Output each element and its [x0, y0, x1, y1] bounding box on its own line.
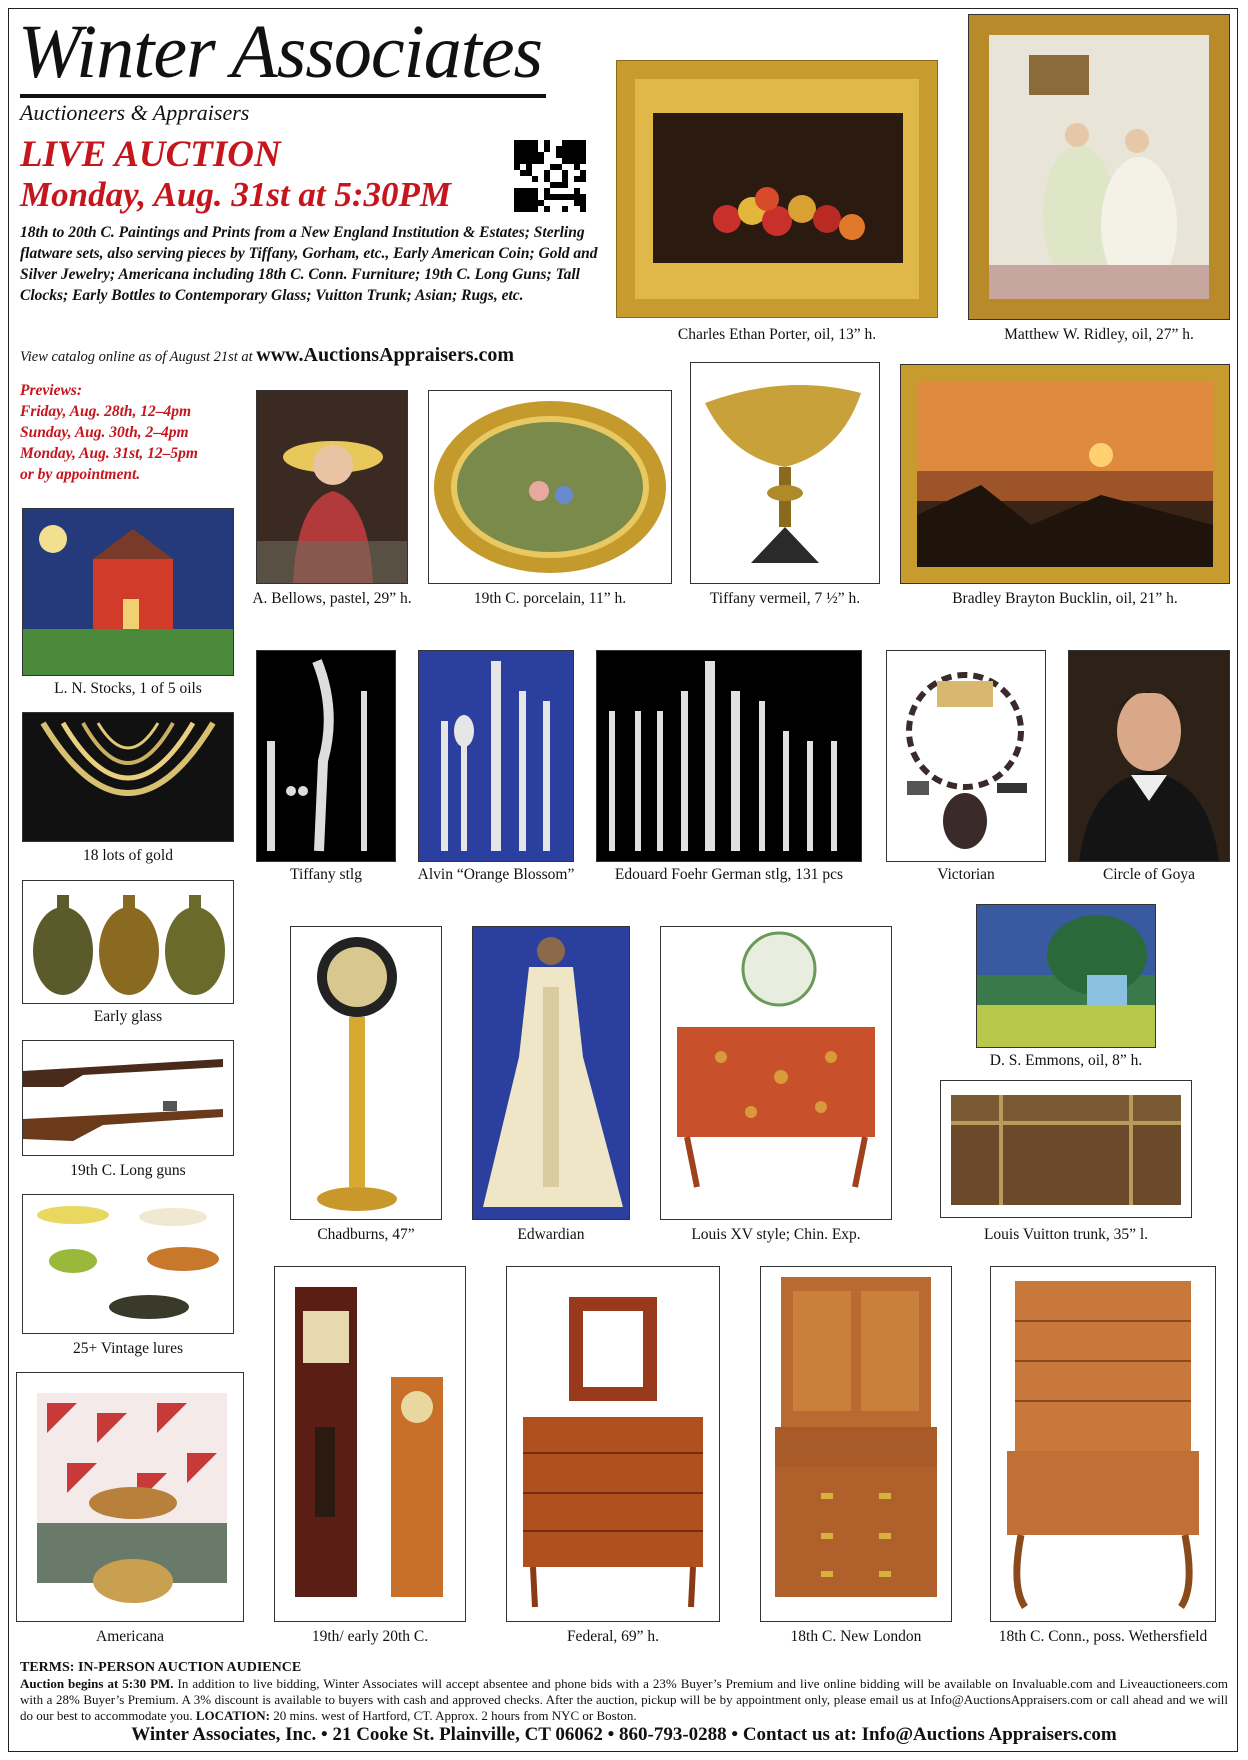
- federal-caption: Federal, 69” h.: [566, 1628, 660, 1645]
- catalog-prefix: View catalog online as of August 21st at: [20, 349, 253, 365]
- preview-line: or by appointment.: [20, 466, 141, 483]
- foehr-silver-image: [596, 650, 862, 862]
- location-label: LOCATION:: [195, 1708, 270, 1723]
- live-auction-heading: LIVE AUCTION: [20, 134, 281, 175]
- vermeil-image: [690, 362, 880, 584]
- victorian-jewelry-image: [886, 650, 1046, 862]
- clocks-caption: 19th/ early 20th C.: [311, 1628, 429, 1645]
- alvin-silver-image: [418, 650, 574, 862]
- bellows-pastel-image: [256, 390, 408, 584]
- foehr-caption: Edouard Foehr German stlg, 131 pcs: [614, 866, 844, 883]
- gold-caption: 18 lots of gold: [83, 847, 173, 864]
- terms-lead: Auction begins at 5:30 PM.: [20, 1676, 174, 1691]
- goya-portrait-image: [1068, 650, 1230, 862]
- bellows-caption: A. Bellows, pastel, 29” h.: [252, 590, 412, 607]
- goya-caption: Circle of Goya: [1102, 866, 1196, 883]
- louis-xv-caption: Louis XV style; Chin. Exp.: [691, 1226, 861, 1243]
- chadburns-image: [290, 926, 442, 1220]
- tiffany-stlg-image: [256, 650, 396, 862]
- bucklin-painting-image: [900, 364, 1230, 584]
- terms-text: In addition to live bidding, Winter Associates will accept absentee and phone bids with a 23% Buyer’s Premium and live online bidding will be available on Invaluable.com and Liveauctioneers.com with a 28% Buyer’s Premium. A 3% discount is available to buyers with cash and approved checks. After the auction, pickup will be by appointment only, please email us at Info@AuctionsAppraisers.com or call ahead and we will do our best to accommodate you.: [20, 1676, 1228, 1723]
- footer-contact: Winter Associates, Inc. • 21 Cooke St. Plainville, CT 06062 • 860-793-0288 • Contact us at: Info@Auctions Appraisers.com: [131, 1724, 1117, 1745]
- porter-caption: Charles Ethan Porter, oil, 13” h.: [677, 326, 877, 343]
- new-london-secretary-image: [760, 1266, 952, 1622]
- emmons-caption: D. S. Emmons, oil, 8” h.: [989, 1052, 1143, 1069]
- victorian-caption: Victorian: [937, 866, 995, 883]
- auction-description: 18th to 20th C. Paintings and Prints from a New England Institution & Estates; Sterling flatware sets, also serving pieces by Tiffany, Gorham, etc., Early American Coin; Gold and Silver Jewelry; Americana including 18th C. Conn. Furniture; 19th C. Long Guns; Tall Clocks; Early Bottles to Contemporary Glass; Vuitton Trunk; Asian; Rugs, etc.: [20, 224, 598, 304]
- edwardian-dress-image: [472, 926, 630, 1220]
- stocks-caption: L. N. Stocks, 1 of 5 oils: [54, 680, 202, 697]
- emmons-painting-image: [976, 904, 1156, 1048]
- location-text: 20 mins. west of Hartford, CT. Approx. 2 hours from NYC or Boston.: [273, 1708, 637, 1723]
- company-subtitle: Auctioneers & Appraisers: [20, 100, 250, 125]
- bucklin-caption: Bradley Brayton Bucklin, oil, 21” h.: [952, 590, 1178, 607]
- lures-caption: 25+ Vintage lures: [73, 1340, 183, 1357]
- vintage-lures-image: [22, 1194, 234, 1334]
- auction-date: Monday, Aug. 31st at 5:30PM: [20, 175, 452, 214]
- edwardian-caption: Edwardian: [517, 1226, 585, 1243]
- preview-line: Monday, Aug. 31st, 12–5pm: [20, 445, 198, 462]
- alvin-caption: Alvin “Orange Blossom”: [417, 866, 575, 883]
- vuitton-trunk-image: [940, 1080, 1192, 1218]
- catalog-line: [20, 344, 514, 367]
- long-guns-image: [22, 1040, 234, 1156]
- federal-dresser-image: [506, 1266, 720, 1622]
- chadburns-caption: Chadburns, 47”: [317, 1226, 415, 1243]
- previews-block: [20, 380, 260, 485]
- company-title: Winter Associates: [18, 10, 543, 94]
- early-glass-image: [22, 880, 234, 1004]
- preview-line: Friday, Aug. 28th, 12–4pm: [20, 403, 192, 420]
- wethersfield-highboy-image: [990, 1266, 1216, 1622]
- stocks-painting-image: [22, 508, 234, 676]
- glass-caption: Early glass: [93, 1008, 163, 1025]
- preview-line: Sunday, Aug. 30th, 2–4pm: [20, 424, 189, 441]
- long-guns-caption: 19th C. Long guns: [70, 1162, 186, 1179]
- americana-image: [16, 1372, 244, 1622]
- louis-xv-commode-image: [660, 926, 892, 1220]
- porter-painting-image: [616, 60, 938, 318]
- porcelain-image: [428, 390, 672, 584]
- terms-block: [20, 1660, 1228, 1724]
- porcelain-caption: 19th C. porcelain, 11” h.: [473, 590, 627, 607]
- title-underline: [20, 94, 546, 98]
- vuitton-caption: Louis Vuitton trunk, 35” l.: [983, 1226, 1149, 1243]
- qr-code-icon[interactable]: [514, 140, 586, 212]
- tall-clocks-image: [274, 1266, 466, 1622]
- ridley-caption: Matthew W. Ridley, oil, 27” h.: [1004, 326, 1194, 343]
- americana-caption: Americana: [96, 1628, 164, 1645]
- tiffany-stlg-caption: Tiffany stlg: [290, 866, 362, 883]
- vermeil-caption: Tiffany vermeil, 7 ½” h.: [709, 590, 861, 607]
- previews-heading: Previews:: [20, 382, 82, 399]
- new-london-caption: 18th C. New London: [790, 1628, 922, 1645]
- ridley-painting-image: [968, 14, 1230, 320]
- terms-body: [20, 1676, 1228, 1724]
- gold-jewelry-image: [22, 712, 234, 842]
- catalog-url-link[interactable]: www.AuctionsAppraisers.com: [256, 344, 515, 366]
- wethersfield-caption: 18th C. Conn., poss. Wethersfield: [998, 1628, 1208, 1645]
- terms-heading: TERMS: IN-PERSON AUCTION AUDIENCE: [20, 1660, 302, 1675]
